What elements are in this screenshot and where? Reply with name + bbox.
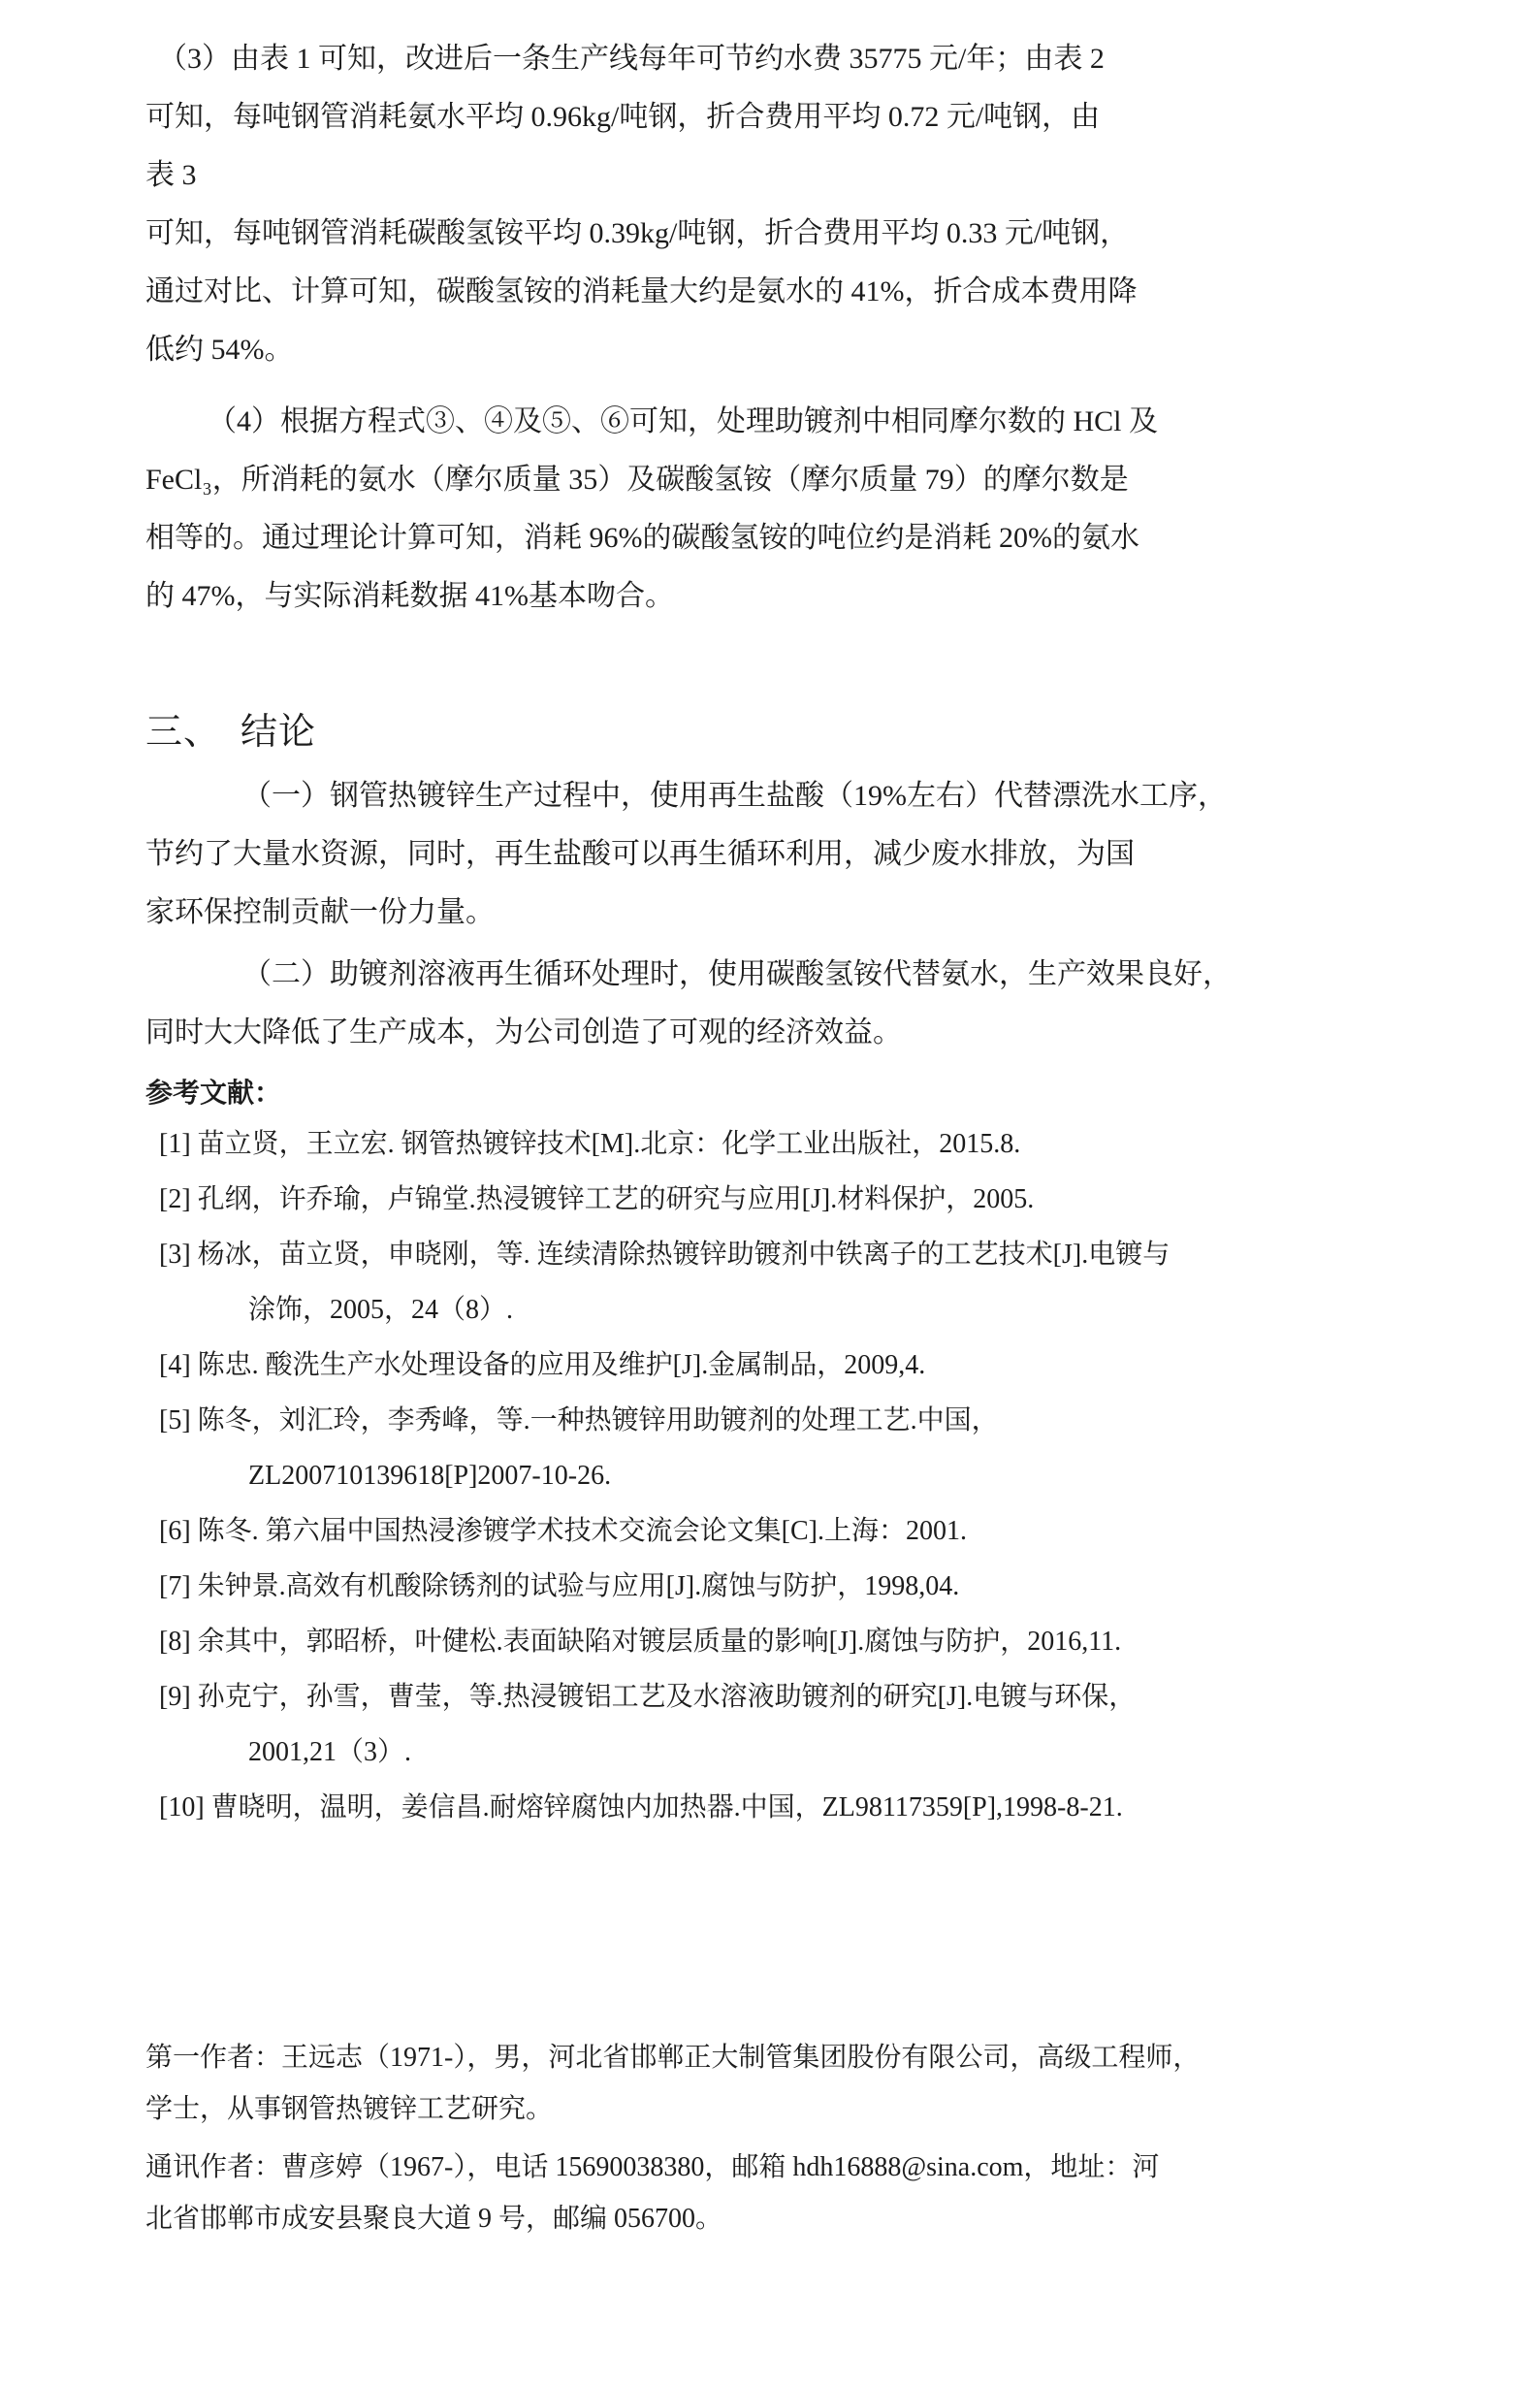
text-line: 同时大大降低了生产成本，为公司创造了可观的经济效益。 xyxy=(145,1016,902,1048)
reference-item-9 xyxy=(145,1669,1395,1780)
reference-item-4 xyxy=(145,1338,1395,1393)
text-line: 通讯作者：曹彦婷（1967-），电话 15690038380，邮箱 hdh16888@sina.com，地址：河 xyxy=(145,2152,1160,2182)
reference-item-1 xyxy=(145,1116,1395,1172)
conclusion-paragraph-2 xyxy=(145,946,1395,1062)
reference-item-3 xyxy=(145,1227,1395,1338)
reference-line: 2001,21（3）. xyxy=(248,1737,412,1767)
references-list xyxy=(145,1116,1395,1835)
reference-line: [7] 朱钟景.高效有机酸除锈剂的试验与应用[J].腐蚀与防护，1998,04. xyxy=(159,1571,960,1601)
references-heading: 参考文献： xyxy=(145,1079,282,1109)
reference-item-7 xyxy=(145,1559,1395,1614)
reference-line: [8] 余其中，郭昭桥，叶健松.表面缺陷对镀层质量的影响[J].腐蚀与防护，2016,11. xyxy=(159,1627,1122,1657)
text-line: 的 47%，与实际消耗数据 41%基本吻合。 xyxy=(145,580,674,612)
text-line: 节约了大量水资源，同时，再生盐酸可以再生循环利用，减少废水排放，为国 xyxy=(145,838,1135,870)
text-line: 学士，从事钢管热镀锌工艺研究。 xyxy=(145,2094,554,2124)
text-line: （4）根据方程式③、④及⑤、⑥可知，处理助镀剂中相同摩尔数的 HCl 及 xyxy=(208,405,1159,437)
text-line: 可知，每吨钢管消耗碳酸氢铵平均 0.39kg/吨钢，折合费用平均 0.33 元/吨钢， xyxy=(145,217,1130,249)
reference-line: [5] 陈冬，刘汇玲，李秀峰，等.一种热镀锌用助镀剂的处理工艺.中国， xyxy=(159,1405,999,1435)
reference-item-5 xyxy=(145,1393,1395,1503)
text-line: 第一作者：王远志（1971-），男，河北省邯郸正大制管集团股份有限公司，高级工程师， xyxy=(145,2043,1201,2073)
text-line: 通过对比、计算可知，碳酸氢铵的消耗量大约是氨水的 41%，折合成本费用降 xyxy=(145,275,1138,307)
text-line: 低约 54%。 xyxy=(145,334,294,366)
text-line: 可知，每吨钢管消耗氨水平均 0.96kg/吨钢，折合费用平均 0.72 元/吨钢，由 xyxy=(145,101,1101,133)
reference-line: [4] 陈忠. 酸洗生产水处理设备的应用及维护[J].金属制品，2009,4. xyxy=(159,1350,926,1380)
text-line: 家环保控制贡献一份力量。 xyxy=(145,896,495,928)
text-line: （一）钢管热镀锌生产过程中，使用再生盐酸（19%左右）代替漂洗水工序， xyxy=(242,780,1227,812)
author-bio xyxy=(145,2032,1395,2244)
reference-item-6 xyxy=(145,1503,1395,1559)
reference-item-10 xyxy=(145,1780,1395,1835)
corresponding-author-bio xyxy=(145,2142,1395,2244)
reference-line: [2] 孔纲，许乔瑜，卢锦堂.热浸镀锌工艺的研究与应用[J].材料保护，2005. xyxy=(159,1184,1035,1214)
text-line: 相等的。通过理论计算可知，消耗 96%的碳酸氢铵的吨位约是消耗 20%的氨水 xyxy=(145,522,1139,554)
reference-line: [9] 孙克宁，孙雪，曹莹，等.热浸镀铝工艺及水溶液助镀剂的研究[J].电镀与环保， xyxy=(159,1682,1137,1712)
reference-line: [1] 苗立贤，王立宏. 钢管热镀锌技术[M].北京：化学工业出版社，2015.8. xyxy=(159,1129,1021,1159)
reference-item-2 xyxy=(145,1172,1395,1227)
text-line: 表 3 xyxy=(145,159,197,191)
paragraph-4 xyxy=(145,393,1395,626)
paragraph-3 xyxy=(145,30,1395,379)
section-heading-conclusion: 三、 结论 xyxy=(145,712,317,753)
first-author-bio xyxy=(145,2032,1395,2135)
text-line: （3）由表 1 可知，改进后一条生产线每年可节约水费 35775 元/年；由表 2 xyxy=(158,43,1105,75)
text-line: （二）助镀剂溶液再生循环处理时，使用碳酸氢铵代替氨水，生产效果良好， xyxy=(242,958,1232,990)
text-line: 北省邯郸市成安县聚良大道 9 号，邮编 056700。 xyxy=(145,2204,723,2234)
text-line: FeCl₃，所消耗的氨水（摩尔质量 35）及碳酸氢铵（摩尔质量 79）的摩尔数是 xyxy=(145,464,1129,496)
reference-line: [6] 陈冬. 第六届中国热浸渗镀学术技术交流会论文集[C].上海：2001. xyxy=(159,1516,967,1546)
reference-item-8 xyxy=(145,1614,1395,1669)
reference-line: [10] 曹晓明，温明，姜信昌.耐熔锌腐蚀内加热器.中国，ZL98117359[P],1998-8-21. xyxy=(159,1792,1123,1822)
conclusion-paragraph-1 xyxy=(145,767,1395,942)
reference-line: ZL200710139618[P]2007-10-26. xyxy=(248,1461,612,1491)
reference-line: 涂饰，2005，24（8）. xyxy=(248,1295,514,1325)
reference-line: [3] 杨冰，苗立贤，申晓刚，等. 连续清除热镀锌助镀剂中铁离子的工艺技术[J].电镀与 xyxy=(159,1240,1171,1270)
